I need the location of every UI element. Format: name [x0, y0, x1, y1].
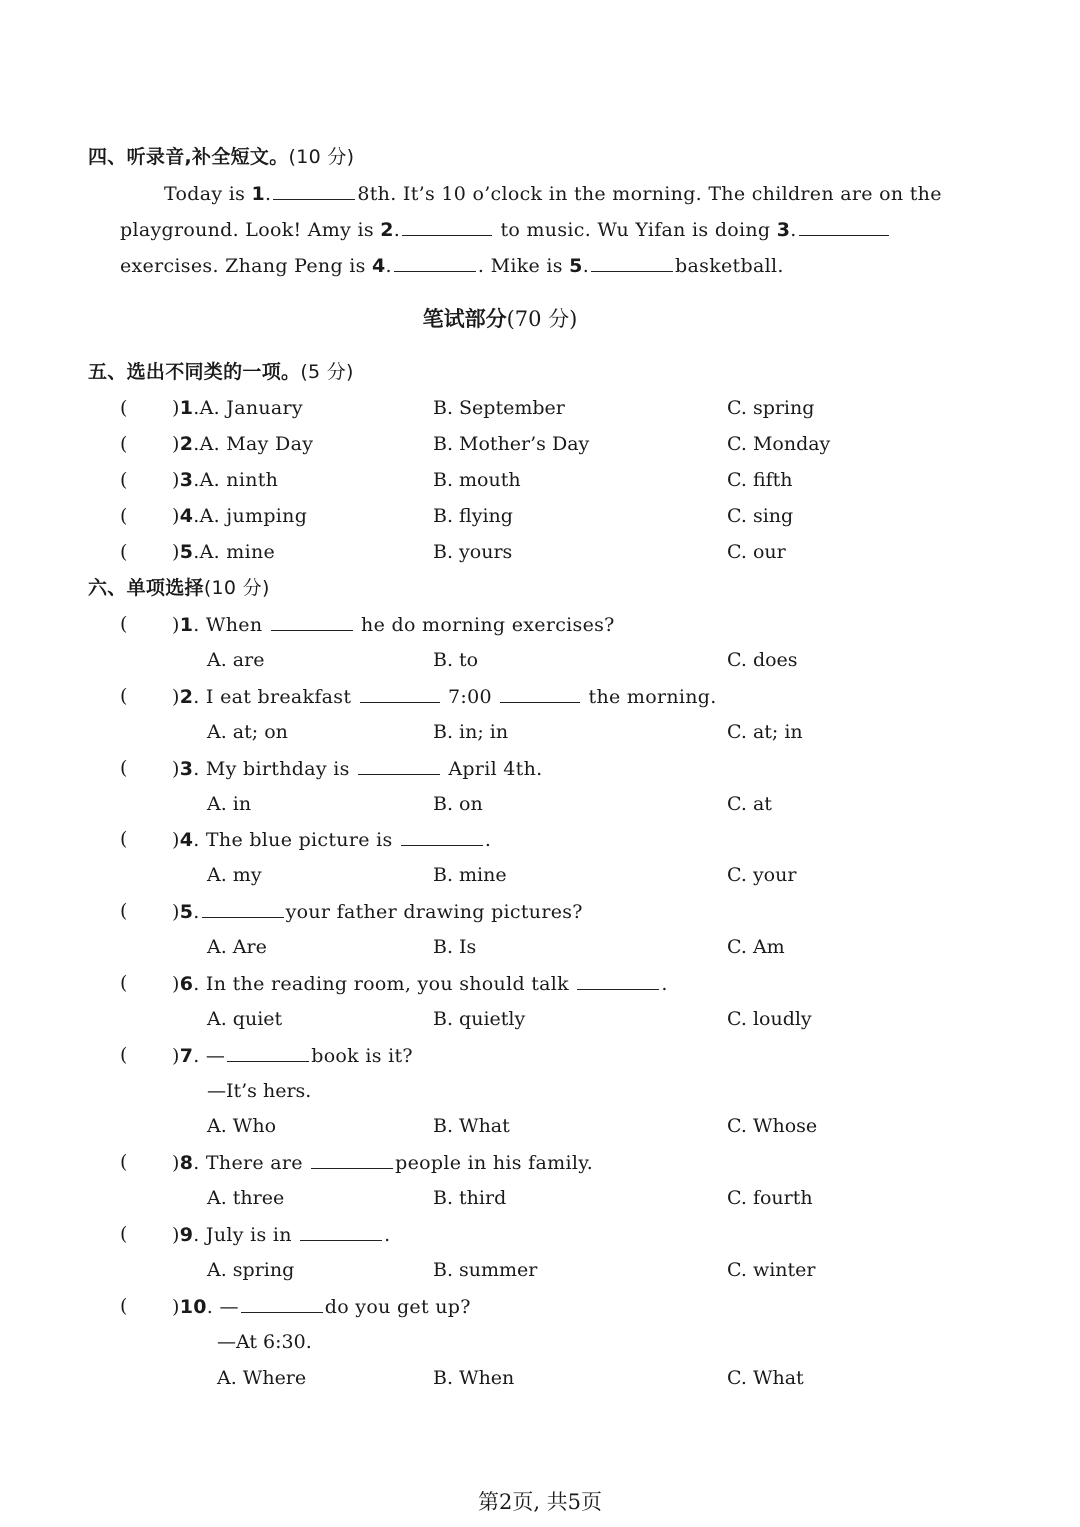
section6-score: (10 分): [203, 577, 270, 599]
text: .: [582, 255, 590, 277]
option-c[interactable]: C. Monday: [727, 433, 831, 455]
text: .: [790, 219, 797, 241]
option-b[interactable]: B. on: [433, 793, 483, 815]
page-footer: 第2页, 共5页: [477, 1490, 603, 1514]
option-c[interactable]: C. fourth: [727, 1187, 813, 1209]
answer-paren[interactable]: (: [120, 397, 128, 419]
option-b[interactable]: B. mine: [433, 864, 507, 886]
text: . The blue picture is: [193, 829, 399, 851]
question-number: 10: [179, 1296, 207, 1318]
section5-score: (5 分): [300, 361, 354, 383]
section4-heading: [88, 145, 354, 169]
option-c[interactable]: C. at: [727, 793, 772, 815]
written-part-label: 笔试部分: [422, 307, 507, 331]
question-stem: [172, 756, 542, 781]
paren-close: ): [172, 1152, 180, 1174]
question-stem: [172, 1294, 471, 1319]
option-a[interactable]: A. jumping: [199, 505, 308, 527]
text: Today is: [164, 183, 252, 205]
paren-close: ): [172, 469, 180, 491]
answer-blank[interactable]: [300, 1222, 382, 1241]
paren-close: ): [172, 433, 180, 455]
question-stem: [172, 971, 668, 996]
answer-blank[interactable]: [360, 684, 440, 703]
question-stem: [172, 827, 491, 852]
text: .: [484, 829, 492, 851]
answer-blank-4[interactable]: [394, 253, 476, 272]
option-b[interactable]: B. quietly: [433, 1008, 526, 1030]
text: .: [661, 973, 668, 995]
question-number: 2: [179, 433, 194, 455]
option-b[interactable]: B. September: [433, 397, 565, 419]
paren-close: ): [172, 397, 180, 419]
option-a[interactable]: A. May Day: [199, 433, 314, 455]
answer-paren[interactable]: (: [120, 828, 128, 850]
answer-paren[interactable]: (: [120, 685, 128, 707]
question-number: 8: [179, 1152, 194, 1174]
text: 7:00: [441, 686, 499, 708]
text: .: [265, 183, 272, 205]
text: .: [393, 219, 401, 241]
question-number: 2: [179, 686, 194, 708]
question-number: 4: [179, 505, 194, 527]
text: . I eat breakfast: [193, 686, 358, 708]
section5-heading: [88, 360, 354, 384]
answer-paren[interactable]: (: [120, 1044, 128, 1066]
question-stem: [172, 612, 615, 637]
answer-blank-3[interactable]: [799, 217, 889, 236]
option-b[interactable]: B. yours: [433, 541, 513, 563]
written-part-score: (70 分): [506, 307, 578, 331]
answer-paren[interactable]: (: [120, 1151, 128, 1173]
option-a[interactable]: A. ninth: [199, 469, 279, 491]
question-stem: [172, 899, 583, 924]
section4-title: 四、听录音,补全短文。: [88, 146, 289, 168]
text: exercises. Zhang Peng is: [120, 255, 373, 277]
answer-paren[interactable]: (: [120, 541, 128, 563]
option-c[interactable]: C. at; in: [727, 721, 803, 743]
question-stem: [172, 1043, 413, 1068]
paren-close: ): [172, 614, 180, 636]
answer-paren[interactable]: (: [120, 757, 128, 779]
paren-close: ): [172, 1296, 180, 1318]
text: .: [384, 1224, 391, 1246]
answer-blank[interactable]: [271, 612, 353, 631]
question-number: 9: [179, 1224, 194, 1246]
question-number: 6: [179, 973, 194, 995]
option-b[interactable]: B. Is: [433, 936, 477, 958]
answer-blank-1[interactable]: [273, 181, 355, 200]
answer-blank-2[interactable]: [402, 217, 492, 236]
question-number: 5: [179, 541, 194, 563]
option-a[interactable]: A. spring: [207, 1259, 295, 1281]
option-a[interactable]: A. mine: [199, 541, 276, 563]
section4-line-1: [164, 181, 942, 206]
dialogue-answer: —At 6:30.: [217, 1331, 312, 1353]
text: playground. Look! Amy is: [120, 219, 381, 241]
option-b[interactable]: B. to: [433, 649, 479, 671]
question-stem: [172, 1222, 391, 1247]
text: . Mike is: [477, 255, 570, 277]
text: . There are: [193, 1152, 310, 1174]
answer-blank[interactable]: [358, 756, 440, 775]
blank-number: 5: [569, 255, 583, 277]
option-c[interactable]: C. Whose: [727, 1115, 818, 1137]
option-c[interactable]: C. Am: [727, 936, 785, 958]
question-stem: [172, 1150, 593, 1175]
question-number: 4: [179, 829, 194, 851]
section4-line-2: [120, 217, 891, 242]
paren-close: ): [172, 541, 180, 563]
option-c[interactable]: C. loudly: [727, 1008, 812, 1030]
option-b[interactable]: B. What: [433, 1115, 510, 1137]
text: book is it?: [311, 1045, 413, 1067]
text: your father drawing pictures?: [285, 901, 583, 923]
option-a[interactable]: A. in: [207, 793, 252, 815]
paren-close: ): [172, 1224, 180, 1246]
section6-heading: [88, 576, 270, 600]
option-a[interactable]: A. Are: [207, 936, 267, 958]
text: to music. Wu Yifan is doing: [494, 219, 777, 241]
answer-blank[interactable]: [500, 684, 580, 703]
paren-close: ): [172, 973, 180, 995]
option-b[interactable]: B. Mother’s Day: [433, 433, 590, 455]
item-number: )1.A. January: [172, 397, 303, 419]
answer-paren[interactable]: (: [120, 505, 128, 527]
answer-paren[interactable]: (: [120, 433, 128, 455]
answer-blank[interactable]: [241, 1294, 323, 1313]
option-a[interactable]: A. January: [199, 397, 303, 419]
question-number: 7: [179, 1045, 194, 1067]
section5-title: 五、选出不同类的一项。: [88, 361, 301, 383]
text: . July is in: [193, 1224, 299, 1246]
answer-paren[interactable]: (: [120, 469, 128, 491]
question-number: 5: [179, 901, 194, 923]
section6-title: 六、单项选择: [88, 577, 204, 599]
option-c[interactable]: C. your: [727, 864, 797, 886]
option-a[interactable]: A. quiet: [207, 1008, 283, 1030]
option-c[interactable]: C. does: [727, 649, 798, 671]
paren-close: ): [172, 901, 180, 923]
text: . When: [193, 614, 269, 636]
option-a[interactable]: A. three: [207, 1187, 285, 1209]
option-c[interactable]: C. What: [727, 1367, 804, 1389]
answer-paren[interactable]: (: [120, 1223, 128, 1245]
option-a[interactable]: A. are: [207, 649, 265, 671]
option-b[interactable]: B. When: [433, 1367, 515, 1389]
answer-blank[interactable]: [227, 1043, 309, 1062]
option-b[interactable]: B. mouth: [433, 469, 521, 491]
text: April 4th.: [441, 758, 543, 780]
text: people in his family.: [395, 1152, 594, 1174]
text: . In the reading room, you should talk: [193, 973, 576, 995]
option-a[interactable]: A. Who: [207, 1115, 277, 1137]
question-number: 1: [179, 397, 194, 419]
dialogue-answer: —It’s hers.: [207, 1080, 312, 1102]
item-number: )4.A. jumping: [172, 505, 308, 527]
option-b[interactable]: B. third: [433, 1187, 507, 1209]
item-number: )3.A. ninth: [172, 469, 279, 491]
text: the morning.: [582, 686, 717, 708]
option-a[interactable]: A. Where: [217, 1367, 307, 1389]
written-part-title: [0, 305, 1000, 333]
question-number: 3: [179, 469, 194, 491]
answer-paren[interactable]: (: [120, 1295, 128, 1317]
option-a[interactable]: A. my: [207, 864, 262, 886]
option-c[interactable]: C. spring: [727, 397, 815, 419]
option-c[interactable]: C. fifth: [727, 469, 793, 491]
text: . —: [206, 1296, 239, 1318]
text: basketball.: [675, 255, 784, 277]
paren-close: ): [172, 1045, 180, 1067]
answer-paren[interactable]: (: [120, 900, 128, 922]
item-number: )2.A. May Day: [172, 433, 314, 455]
option-c[interactable]: C. our: [727, 541, 786, 563]
text: do you get up?: [324, 1296, 471, 1318]
option-a[interactable]: A. at; on: [207, 721, 288, 743]
blank-number: 1: [251, 183, 265, 205]
text: he do morning exercises?: [354, 614, 615, 636]
option-c[interactable]: C. winter: [727, 1259, 816, 1281]
paren-close: ): [172, 686, 180, 708]
paren-close: ): [172, 505, 180, 527]
item-number: )5.A. mine: [172, 541, 276, 563]
answer-paren[interactable]: (: [120, 613, 128, 635]
paren-close: ): [172, 829, 180, 851]
option-b[interactable]: B. summer: [433, 1259, 538, 1281]
answer-blank[interactable]: [311, 1150, 393, 1169]
answer-blank[interactable]: [577, 971, 659, 990]
option-b[interactable]: B. flying: [433, 505, 513, 527]
option-b[interactable]: B. in; in: [433, 721, 509, 743]
question-stem: [172, 684, 717, 709]
text: .: [385, 255, 392, 277]
text: 8th. It’s 10 o’clock in the morning. The children are on the: [357, 183, 942, 205]
blank-number: 2: [380, 219, 394, 241]
answer-blank[interactable]: [401, 827, 483, 846]
blank-number: 4: [372, 255, 386, 277]
answer-paren[interactable]: (: [120, 972, 128, 994]
question-number: 1: [179, 614, 194, 636]
blank-number: 3: [776, 219, 791, 241]
text: .: [193, 901, 200, 923]
text: . My birthday is: [193, 758, 356, 780]
option-c[interactable]: C. sing: [727, 505, 794, 527]
question-number: 3: [179, 758, 194, 780]
section4-line-3: [120, 253, 784, 278]
paren-close: ): [172, 758, 180, 780]
answer-blank-5[interactable]: [591, 253, 673, 272]
answer-blank[interactable]: [202, 899, 284, 918]
section4-score: (10 分): [288, 146, 355, 168]
text: . —: [193, 1045, 226, 1067]
